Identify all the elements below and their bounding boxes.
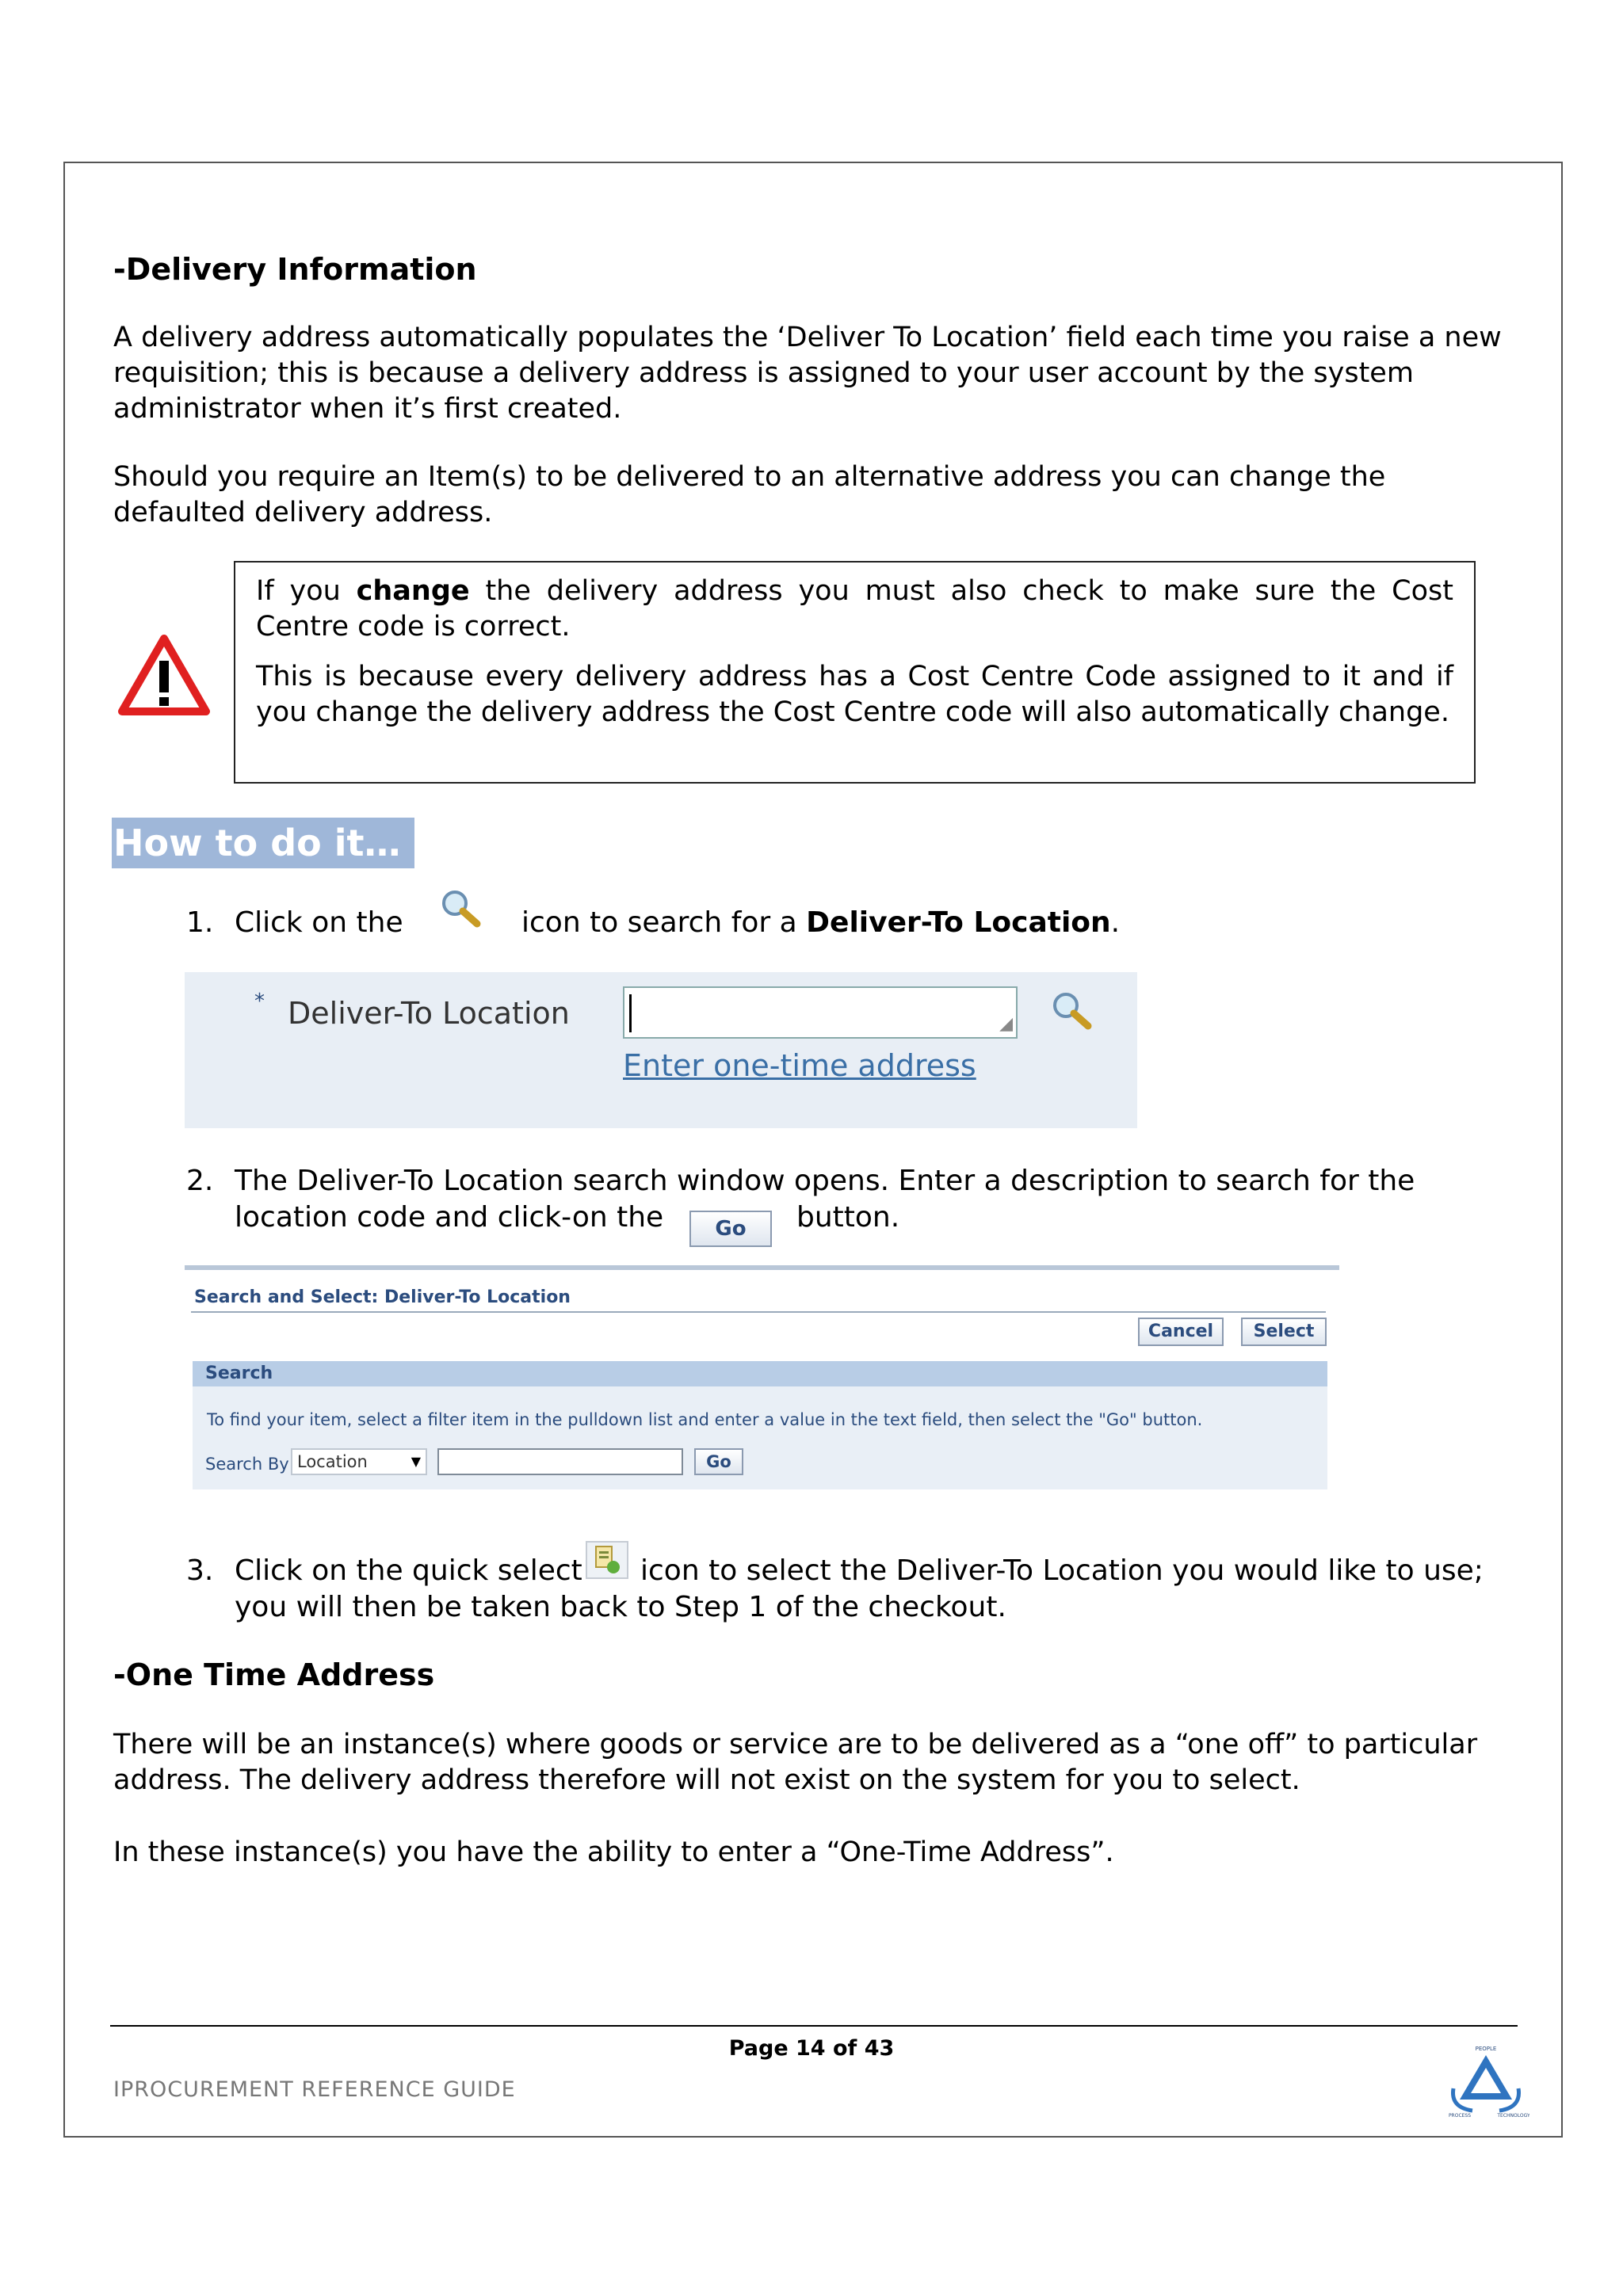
step-3-line-2: you will then be taken back to Step 1 of the checkout. bbox=[235, 1591, 1006, 1623]
step-1-text-post: icon to search for a Deliver-To Location. bbox=[521, 906, 1121, 939]
svg-text:PEOPLE: PEOPLE bbox=[1475, 2046, 1497, 2052]
search-and-select-screenshot bbox=[185, 1265, 1339, 1495]
paragraph-line: administrator when it’s first created. bbox=[113, 393, 622, 425]
required-marker: * bbox=[254, 990, 265, 1013]
step-2-line-2a: location code and click-on the bbox=[235, 1201, 664, 1234]
paragraph-delivery-1 bbox=[113, 320, 1502, 427]
paragraph-line: requisition; this is because a delivery address is assigned to your user account by the system bbox=[113, 357, 1414, 389]
select-button[interactable]: Select bbox=[1241, 1318, 1327, 1346]
search-value-input[interactable] bbox=[437, 1448, 683, 1475]
page-number: Page 14 of 43 bbox=[728, 2036, 895, 2061]
resize-handle-icon: ◢ bbox=[999, 1014, 1013, 1034]
panel-top-border bbox=[185, 1265, 1339, 1270]
how-to-heading: How to do it… bbox=[112, 818, 414, 868]
step-3-line-1b: icon to select the Deliver-To Location you would like to use; bbox=[640, 1554, 1484, 1587]
deliver-to-location-input[interactable] bbox=[623, 986, 1018, 1039]
go-button-illustration: Go bbox=[689, 1211, 772, 1247]
warning-triangle-icon bbox=[117, 634, 211, 716]
heading-one-time-address: -One Time Address bbox=[113, 1657, 435, 1692]
warning-paragraph-1: If you change the delivery address you must also check to make sure the Cost Centre code is correct. bbox=[256, 575, 1453, 643]
search-hint: To find your item, select a filter item in the pulldown list and enter a value in the text field, then select the "Go" button. bbox=[207, 1410, 1203, 1429]
svg-text:TECHNOLOGY: TECHNOLOGY bbox=[1497, 2113, 1529, 2119]
footer-divider bbox=[110, 2025, 1518, 2027]
paragraph-line: There will be an instance(s) where goods or service are to be delivered as a “one off” to particular bbox=[113, 1729, 1478, 1760]
step-3-line-1a: Click on the quick select bbox=[235, 1554, 582, 1587]
chevron-down-icon: ▼ bbox=[411, 1454, 421, 1469]
paragraph-line: Should you require an Item(s) to be delivered to an alternative address you can change the bbox=[113, 461, 1386, 493]
deliver-to-location-screenshot bbox=[185, 972, 1137, 1128]
guide-title: IPROCUREMENT REFERENCE GUIDE bbox=[113, 2077, 516, 2102]
paragraph-one-time-1 bbox=[113, 1727, 1477, 1798]
paragraph-line: defaulted delivery address. bbox=[113, 497, 493, 528]
paragraph-one-time-2: In these instance(s) you have the ability to enter a “One-Time Address”. bbox=[113, 1836, 1114, 1868]
deliver-to-location-label: Deliver-To Location bbox=[288, 996, 570, 1031]
step-1-text-pre: Click on the bbox=[235, 906, 403, 939]
company-logo bbox=[1442, 2041, 1529, 2120]
search-window-title: Search and Select: Deliver-To Location bbox=[194, 1287, 571, 1307]
paragraph-line: A delivery address automatically populates the ‘Deliver To Location’ field each time you raise a new bbox=[113, 322, 1502, 353]
go-button[interactable]: Go bbox=[694, 1448, 743, 1475]
search-section-header: Search bbox=[193, 1361, 1327, 1386]
step-2-line-2b: button. bbox=[796, 1201, 900, 1234]
warning-box bbox=[234, 561, 1476, 784]
search-by-select[interactable] bbox=[291, 1448, 427, 1475]
enter-one-time-address-link[interactable]: Enter one-time address bbox=[623, 1048, 976, 1083]
step-3-number: 3. bbox=[186, 1554, 214, 1587]
warning-paragraph-2: This is because every delivery address has a Cost Centre Code assigned to it and if you change the delivery address the Cost Centre code will also automatically change. bbox=[256, 661, 1453, 728]
step-1-number: 1. bbox=[186, 906, 214, 939]
title-divider bbox=[191, 1311, 1326, 1313]
search-icon[interactable] bbox=[1050, 990, 1094, 1032]
quick-select-icon bbox=[585, 1540, 629, 1580]
svg-text:PROCESS: PROCESS bbox=[1448, 2113, 1472, 2119]
text-caret bbox=[629, 994, 632, 1032]
search-by-selected-value: Location bbox=[297, 1452, 368, 1471]
step-2-number: 2. bbox=[186, 1165, 214, 1197]
step-2-line-1: The Deliver-To Location search window opens. Enter a description to search for the bbox=[235, 1165, 1415, 1197]
cancel-button[interactable]: Cancel bbox=[1138, 1318, 1224, 1346]
paragraph-delivery-2 bbox=[113, 460, 1385, 531]
heading-delivery-information: -Delivery Information bbox=[113, 252, 477, 287]
search-section bbox=[193, 1386, 1327, 1489]
paragraph-line: address. The delivery address therefore will not exist on the system for you to select. bbox=[113, 1764, 1300, 1796]
search-by-label: Search By bbox=[205, 1455, 289, 1474]
search-icon bbox=[439, 887, 483, 930]
